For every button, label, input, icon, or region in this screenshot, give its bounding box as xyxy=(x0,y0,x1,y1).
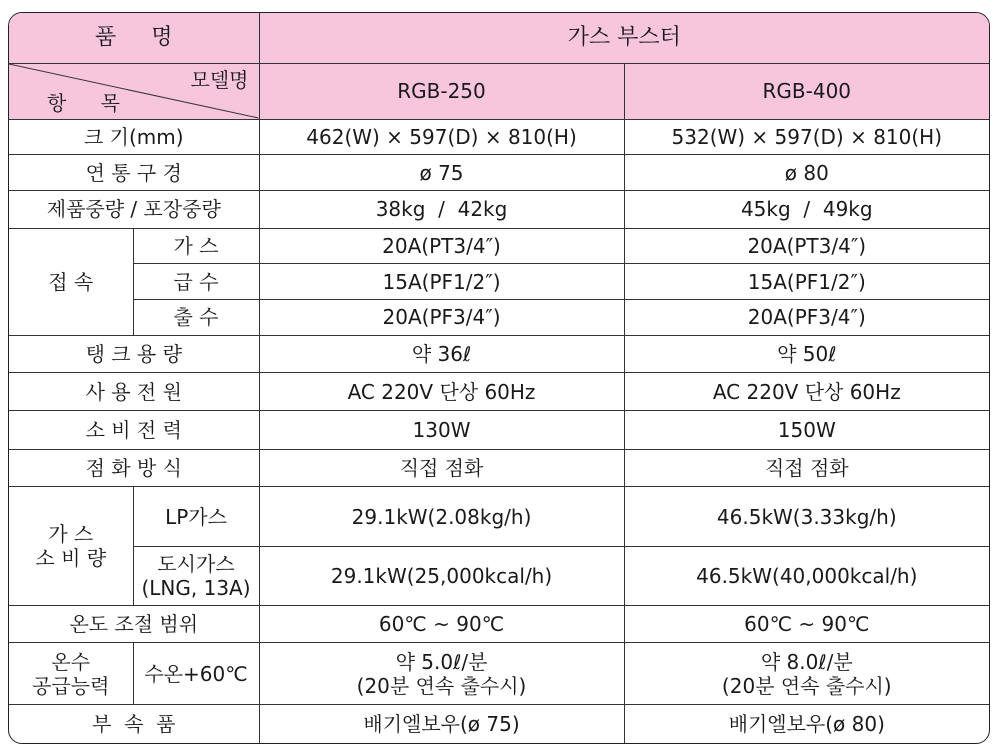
model-item-corner xyxy=(9,64,259,119)
cell-value: 배기엘보우(ø 80) xyxy=(624,704,989,743)
cell-value: 직접 점화 xyxy=(259,449,624,487)
cell-value: 약 36ℓ xyxy=(259,335,624,373)
sub-label: 가 스 xyxy=(133,228,259,264)
cell-value: 150W xyxy=(624,411,989,450)
row-size xyxy=(9,119,989,155)
row-label: 접 속 xyxy=(9,228,133,335)
row-label: 점 화 방 식 xyxy=(9,449,259,487)
header-row-product xyxy=(9,13,989,64)
row-label-line: 온수 xyxy=(51,649,91,674)
row-temp-range xyxy=(9,605,989,643)
row-label: 제품중량 / 포장중량 xyxy=(9,190,259,228)
header-row-model xyxy=(9,64,989,119)
cell-value: ø 75 xyxy=(259,155,624,191)
sub-label: LP가스 xyxy=(133,487,259,546)
cell-line: 약 8.0ℓ/분 xyxy=(760,649,853,674)
row-connection-gas xyxy=(9,228,989,264)
cell-value: 직접 점화 xyxy=(624,449,989,487)
row-label: 크 기(mm) xyxy=(9,119,259,155)
row-label: 부 속 품 xyxy=(9,704,259,743)
cell-value: 15A(PF1/2″) xyxy=(259,264,624,300)
row-label-line: 공급능력 xyxy=(32,673,110,698)
row-label: 사 용 전 원 xyxy=(9,373,259,411)
row-hot-water xyxy=(9,643,989,704)
sub-label-line: (LNG, 13A) xyxy=(141,575,251,600)
row-label-line: 소 비 량 xyxy=(35,546,107,571)
row-gas-lp xyxy=(9,487,989,546)
row-flue xyxy=(9,155,989,191)
cell-value: AC 220V 단상 60Hz xyxy=(259,373,624,411)
cell-value: 60℃ ~ 90℃ xyxy=(624,605,989,643)
cell-line: (20분 연속 출수시) xyxy=(721,673,892,698)
sub-label: 급 수 xyxy=(133,264,259,300)
cell-value: 532(W) × 597(D) × 810(H) xyxy=(624,119,989,155)
row-label-line: 가 스 xyxy=(48,522,94,547)
row-label: 온도 조절 범위 xyxy=(9,605,259,643)
row-label: 연 통 구 경 xyxy=(9,155,259,191)
row-label: 소 비 전 력 xyxy=(9,411,259,450)
cell-value xyxy=(624,643,989,704)
cell-value: 약 50ℓ xyxy=(624,335,989,373)
cell-value: 462(W) × 597(D) × 810(H) xyxy=(259,119,624,155)
sub-label xyxy=(133,546,259,605)
row-tank xyxy=(9,335,989,373)
cell-value: ø 80 xyxy=(624,155,989,191)
cell-line: 약 5.0ℓ/분 xyxy=(395,649,488,674)
cell-value: 38kg / 42kg xyxy=(259,190,624,228)
row-connection-outlet xyxy=(9,299,989,335)
cell-value xyxy=(259,643,624,704)
spec-table xyxy=(9,13,989,743)
cell-value: 29.1kW(25,000kcal/h) xyxy=(259,546,624,605)
sub-label: 수온+60℃ xyxy=(133,643,259,704)
row-consumption xyxy=(9,411,989,450)
cell-value: 60℃ ~ 90℃ xyxy=(259,605,624,643)
product-label: 품 명 xyxy=(9,13,259,64)
row-label xyxy=(9,487,133,605)
row-connection-supply xyxy=(9,264,989,300)
row-label xyxy=(9,643,133,704)
row-label: 탱 크 용 량 xyxy=(9,335,259,373)
row-gas-city xyxy=(9,546,989,605)
row-ignition xyxy=(9,449,989,487)
cell-value: 20A(PF3/4″) xyxy=(259,299,624,335)
cell-value: AC 220V 단상 60Hz xyxy=(624,373,989,411)
cell-value: 46.5kW(3.33kg/h) xyxy=(624,487,989,546)
cell-value: 45kg / 49kg xyxy=(624,190,989,228)
cell-value: 29.1kW(2.08kg/h) xyxy=(259,487,624,546)
cell-value: 20A(PT3/4″) xyxy=(624,228,989,264)
cell-line: (20분 연속 출수시) xyxy=(356,673,527,698)
model-label: 모델명 xyxy=(190,68,249,93)
cell-value: 20A(PT3/4″) xyxy=(259,228,624,264)
cell-value: 20A(PF3/4″) xyxy=(624,299,989,335)
row-weight xyxy=(9,190,989,228)
row-accessory xyxy=(9,704,989,743)
cell-value: 배기엘보우(ø 75) xyxy=(259,704,624,743)
row-power xyxy=(9,373,989,411)
item-label: 항 목 xyxy=(47,90,134,115)
sub-label: 출 수 xyxy=(133,299,259,335)
cell-value: 130W xyxy=(259,411,624,450)
sub-label-line: 도시가스 xyxy=(157,551,235,576)
model-1: RGB-250 xyxy=(259,64,624,119)
model-2: RGB-400 xyxy=(624,64,989,119)
product-name: 가스 부스터 xyxy=(259,13,989,64)
spec-table-frame xyxy=(8,12,990,744)
cell-value: 15A(PF1/2″) xyxy=(624,264,989,300)
cell-value: 46.5kW(40,000kcal/h) xyxy=(624,546,989,605)
